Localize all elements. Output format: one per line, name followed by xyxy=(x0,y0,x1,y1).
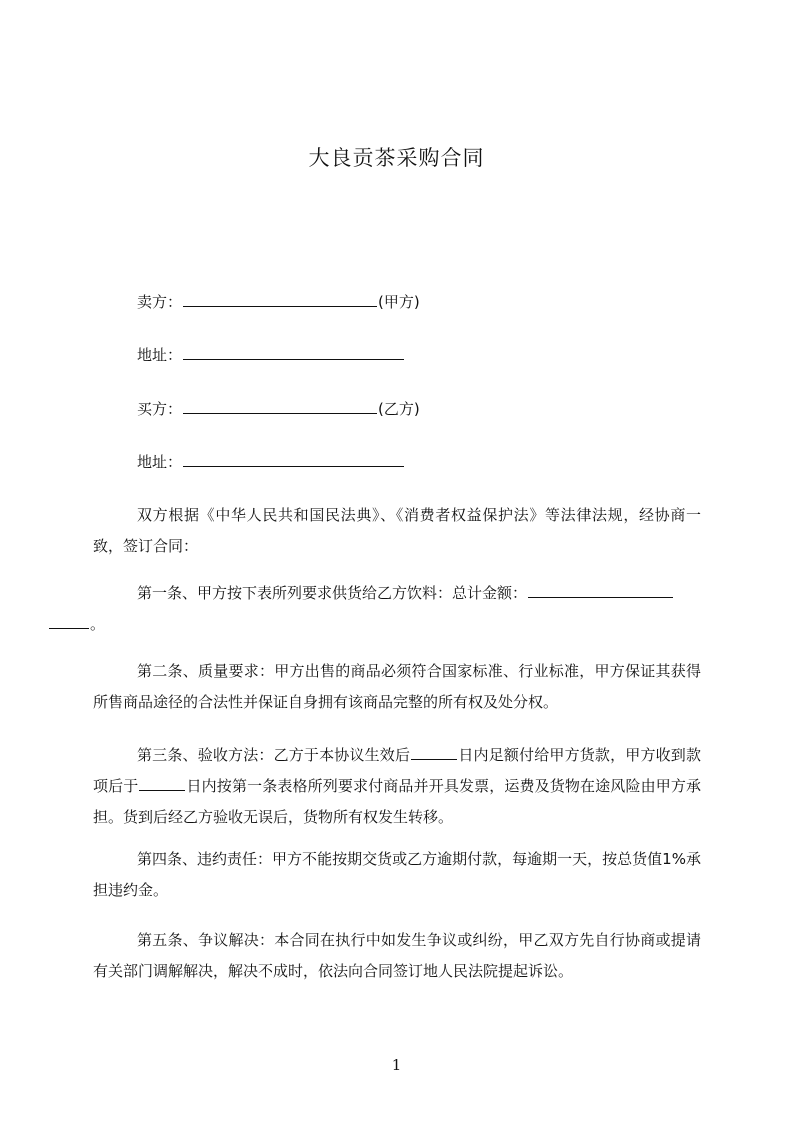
clause-2-paragraph: 第二条、质量要求：甲方出售的商品必须符合国家标准、行业标准，甲方保证其获得所售商品途径的合法性并保证自身拥有该商品完整的所有权及处分权。 xyxy=(93,662,701,711)
clause-3-paragraph xyxy=(93,740,701,833)
buyer-address-blank xyxy=(183,451,404,467)
buyer-address-label: 地址： xyxy=(137,453,183,471)
clause-3-part1: 第三条、验收方法：乙方于本协议生效后 xyxy=(137,746,411,764)
payment-days-blank xyxy=(411,744,457,760)
intro-paragraph: 双方根据《中华人民共和国民法典》、《消费者权益保护法》等法律法规，经协商一致，签订合同： xyxy=(93,506,701,555)
seller-name-blank xyxy=(183,291,377,307)
clause-1-end: 。 xyxy=(90,615,106,633)
buyer-label: 买方： xyxy=(137,400,183,418)
seller-line xyxy=(137,291,420,312)
document-title: 大良贡茶采购合同 xyxy=(308,146,485,170)
buyer-suffix: (乙方) xyxy=(378,400,420,418)
seller-suffix: (甲方) xyxy=(378,293,420,311)
clause-3-part3: 日内按第一条表格所列要求付商品并开具发票，运费及货物在途风险由甲方承担。货到后经乙方验收无误后，货物所有权发生转移。 xyxy=(93,777,701,826)
clause-5-paragraph: 第五条、争议解决：本合同在执行中如发生争议或纠纷，甲乙双方先自行协商或提请有关部门调解解决，解决不成时，依法向合同签订地人民法院提起诉讼。 xyxy=(93,931,701,980)
buyer-name-blank xyxy=(183,398,377,414)
clause-1-text: 第一条、甲方按下表所列要求供货给乙方饮料：总计金额： xyxy=(137,584,528,602)
seller-address-label: 地址： xyxy=(137,346,183,364)
total-amount-blank-cont xyxy=(49,613,89,629)
buyer-address-line xyxy=(137,451,405,472)
delivery-days-blank xyxy=(139,775,185,791)
total-amount-blank xyxy=(528,582,673,598)
clause-4-paragraph: 第四条、违约责任：甲方不能按期交货或乙方逾期付款，每逾期一天，按总货值1%承担违约金。 xyxy=(93,850,701,899)
seller-address-line xyxy=(137,344,405,365)
seller-address-blank xyxy=(183,344,404,360)
seller-label: 卖方： xyxy=(137,293,183,311)
clause-1-paragraph xyxy=(90,578,701,640)
buyer-line xyxy=(137,398,420,419)
page-number: 1 xyxy=(391,1056,402,1074)
clause-3-part2: 日内足额付给甲方货款，甲方收到款项后于 xyxy=(93,746,701,795)
